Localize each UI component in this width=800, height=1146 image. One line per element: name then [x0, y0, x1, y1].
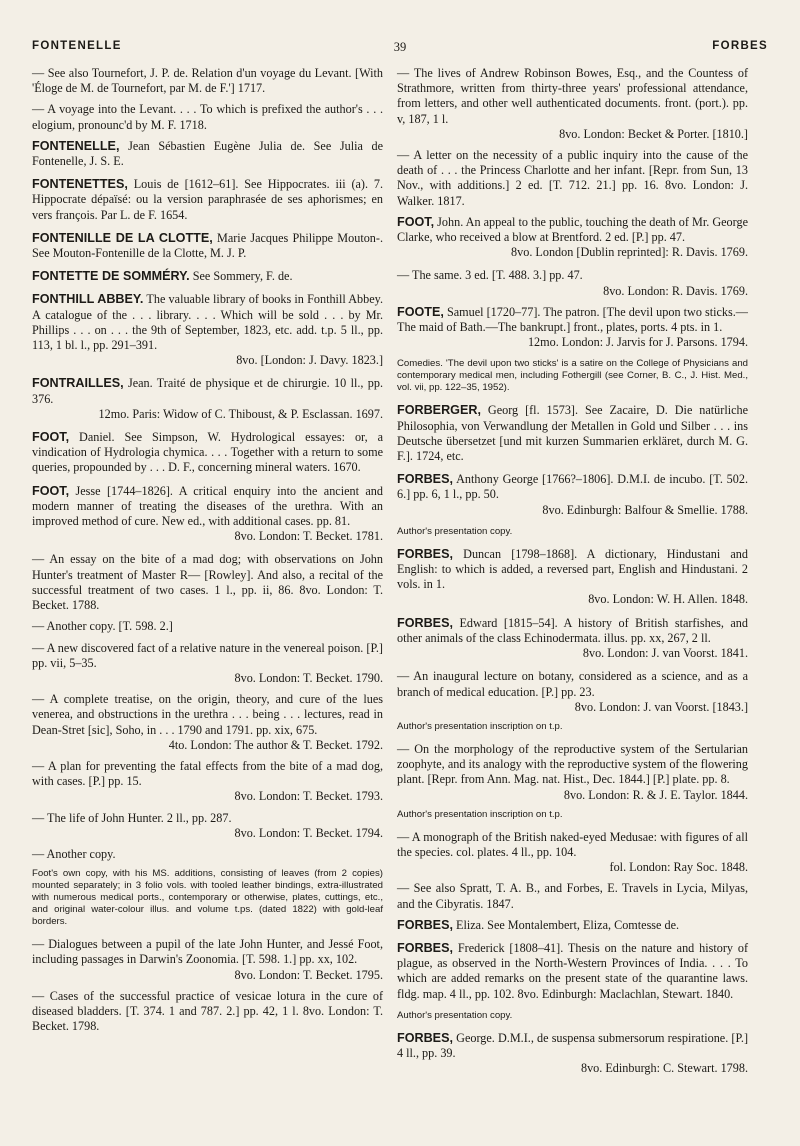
entry-note: Foot's own copy, with his MS. additions, consisting of leaves (from 2 copies) mounted separately; in 3 folio vols. with tooled leather bindings, extra-illustrated with numerous medical ports., contemporary or otherwise, plates, cuttings, etc., and original water-colour illus. and volume t.ps. (dated 1822) with gold-leaf borders.: [32, 868, 383, 928]
entry-note: Author's presentation inscription on t.p.: [397, 808, 563, 820]
entry-imprint: 8vo. London: T. Becket. 1795.: [234, 967, 383, 982]
entry-text: — A voyage into the Levant. . . . To which is prefixed the author's . . . elogium, pronounc'd by M. F. 1718.: [32, 102, 383, 132]
entry-text: Frederick [1808–41]. Thesis on the nature and history of plague, as observed in the North-Western Provinces of India. . . . To which are added remarks on the present state of the quarantine laws. fldg. map. 4 ll., pp. 102. 8vo. Edinburgh: Maclachlan, Stewart. 1840.: [397, 940, 749, 1001]
entry-imprint: fol. London: Ray Soc. 1848.: [609, 860, 748, 875]
entry-text: — The same. 3 ed. [T. 488. 3.] pp. 47.: [397, 268, 583, 283]
catalogue-entry: [32, 292, 383, 368]
entry-imprint: 8vo. London [Dublin reprinted]: R. Davis. 1769.: [511, 245, 748, 260]
catalogue-entry: [32, 231, 383, 261]
catalogue-entry: [32, 66, 383, 96]
catalogue-entry: [397, 941, 748, 1002]
catalogue-entry: [397, 148, 748, 209]
catalogue-entry: [32, 759, 383, 805]
catalogue-entry: [32, 811, 383, 841]
entry-note: Author's presentation inscription on t.p.: [397, 720, 563, 732]
catalogue-entry: [397, 1031, 748, 1077]
entry-heading: FORBES,: [397, 546, 453, 561]
header-right-word: FORBES: [712, 40, 768, 52]
entry-text: — An inaugural lecture on botany, considered as a science, and as a branch of medical education. [P.] pp. 23.: [397, 669, 748, 699]
entry-text: See Sommery, F. de.: [192, 269, 293, 284]
catalogue-entry: [397, 918, 748, 933]
entry-text: George. D.M.I., de suspensa submersorum respiratione. [P.] 4 ll., pp. 39.: [397, 1030, 748, 1060]
catalogue-entry: [397, 616, 748, 662]
entry-text: — The lives of Andrew Robinson Bowes, Esq., and the Countess of Strathmore, written from thirty-three years' professional attendance, from letters, and other well authenticated documents. front. (port.). pp. v, 187, 1 l.: [397, 66, 748, 126]
catalogue-entry: [397, 66, 748, 142]
header-left-word: FONTENELLE: [32, 40, 122, 52]
entry-text: — Another copy.: [32, 846, 116, 861]
entry-imprint: 8vo. London: R. Davis. 1769.: [603, 283, 748, 298]
entry-heading: FORBES,: [397, 472, 453, 487]
entry-imprint: 8vo. London: T. Becket. 1790.: [234, 670, 383, 685]
entry-text: Marie Jacques Philippe Mouton-. See Mouton-Fontenille de la Clotte, M. J. P.: [32, 230, 383, 261]
entry-imprint: 8vo. London: Becket & Porter. [1810.]: [559, 126, 748, 141]
entry-imprint: 4to. London: The author & T. Becket. 1792.: [168, 737, 383, 752]
catalogue-entry: [397, 403, 748, 464]
entry-text: — A new discovered fact of a relative nature in the venereal poison. [P.] pp. vii, 5–35.: [32, 640, 383, 670]
catalogue-entry: [32, 102, 383, 132]
page-number: 39: [393, 40, 407, 54]
entry-heading: FONTETTE DE SOMMÉRY.: [32, 269, 190, 284]
entry-text: — A monograph of the British naked-eyed Medusae: with figures of all the species. col. plates. 4 ll., pp. 104.: [397, 829, 748, 859]
entry-imprint: 8vo. London: W. H. Allen. 1848.: [588, 592, 748, 607]
catalogue-entry: [32, 139, 383, 169]
entry-text: — Another copy. [T. 598. 2.]: [32, 619, 173, 634]
entry-text: — An essay on the bite of a mad dog; with observations on John Hunter's treatment of Master R— [Rowley]. And also, a recital of the successful treatment of two cases. 1 l., pp. ii, 86. 8vo. London: T. Becket. 1788.: [32, 552, 383, 613]
entry-text: Eliza. See Montalembert, Eliza, Comtesse de.: [456, 917, 680, 932]
entry-text: John. An appeal to the public, touching the death of Mr. George Clarke, who received a blow at Brentford. 2 ed. [P.] pp. 47.: [397, 214, 748, 245]
entry-heading: FONTRAILLES,: [32, 376, 124, 391]
entry-note: Author's presentation copy.: [397, 525, 513, 537]
catalogue-entry: [32, 552, 383, 613]
entry-text: The valuable library of books in Fonthill Abbey. A catalogue of the . . . library. . . . Which will be sold . . . by Mr. Phillips . . . on . . . the 9th of September, 1823, etc. add. t.p. 5 ll., pp. 113, 1 bl. l., pp. 291–391.: [32, 292, 383, 353]
catalogue-entry: [397, 669, 748, 715]
entry-text: Edward [1815–54]. A history of British starfishes, and other animals of the class Echinodermata. illus. pp. xx, 267, 2 ll.: [397, 615, 748, 645]
catalogue-entry: [32, 430, 383, 476]
catalogue-entry: [32, 619, 383, 634]
entry-text: Daniel. See Simpson, W. Hydrological essayes: or, a vindication of Hydrologia chymica. . . . Together with a return to some queries, propounded by . . . D. F., concerning mineral waters. 1670.: [32, 430, 383, 475]
entry-imprint: 8vo. London: T. Becket. 1794.: [234, 825, 383, 840]
catalogue-entry: [397, 830, 748, 876]
running-header: [32, 40, 768, 58]
entry-text: — The life of John Hunter. 2 ll., pp. 287.: [32, 810, 232, 825]
entry-heading: FORBES,: [397, 917, 453, 932]
catalogue-entry: [397, 881, 748, 911]
entry-imprint: 8vo. London: R. & J. E. Taylor. 1844.: [563, 787, 748, 802]
entry-heading: FONTHILL ABBEY.: [32, 292, 144, 307]
entry-imprint: 8vo. London: J. van Voorst. [1843.]: [574, 699, 748, 714]
entry-text: — A letter on the necessity of a public inquiry into the cause of the death of . . . the Princess Charlotte and her infant. [Repr. from Sun, 13 Nov., with additions.] 2 ed. [T. 712. 21.] pp. 16. 8vo. London: J. Walker. 1817.: [397, 148, 748, 208]
entry-text: Duncan [1798–1868]. A dictionary, Hindustani and English: to which is added, a reversed part, English and Hindustani. 2 vols. in 1.: [397, 546, 748, 592]
entry-text: Anthony George [1766?–1806]. D.M.I. de incubo. [T. 502. 6.] pp. 6, 1 l., pp. 50.: [397, 472, 749, 502]
catalogue-entry: [397, 742, 748, 803]
catalogue-entry: [32, 376, 383, 422]
entry-text: Jean. Traité de physique et de chirurgie. 10 ll., pp. 376.: [32, 376, 383, 406]
entry-text: Jean Sébastien Eugène Julia de. See Julia de Fontenelle, J. S. E.: [32, 138, 383, 169]
entry-note: Author's presentation copy.: [397, 1009, 513, 1021]
entry-text: Jesse [1744–1826]. A critical enquiry into the ancient and modern manner of treating the diseases of the urethra. With an improved method of cure. New ed., with additional cases. pp. 81.: [32, 483, 383, 529]
entry-heading: FONTENETTES,: [32, 177, 128, 192]
entry-heading: FORBES,: [397, 1030, 453, 1045]
entry-imprint: 8vo. London: T. Becket. 1781.: [234, 529, 383, 544]
catalogue-entry: [32, 484, 383, 545]
entry-text: — See also Spratt, T. A. B., and Forbes, E. Travels in Lycia, Milyas, and the Cibyratis. 1847.: [397, 881, 748, 911]
catalogue-entry: [32, 847, 383, 862]
entry-text: Georg [fl. 1573]. See Zacaire, D. Die natürliche Philosophia, von Verwandlung der Metallen in Gold und Silber . . . ins Deutsche übersetzet [und mit kurzen Summarien erkläret, durch M. G. F.]. 1724, etc.: [397, 403, 749, 464]
entry-imprint: 8vo. London: T. Becket. 1793.: [234, 789, 383, 804]
entry-heading: FOOT,: [32, 430, 70, 445]
entry-heading: FOOT,: [32, 483, 70, 498]
entry-heading: FORBES,: [397, 940, 453, 955]
entry-text: — A complete treatise, on the origin, theory, and cure of the lues venerea, and obstructions in the urethra . . . being . . . lectures, read in Dean-Stret [sic], Soho, in . . . 1790 and 1791. pp. xix, 675.: [32, 692, 383, 737]
catalogue-entry: [397, 268, 748, 298]
catalogue-entry: [32, 937, 383, 983]
left-column: [32, 66, 383, 1040]
catalogue-entry: [397, 215, 748, 261]
entry-imprint: 8vo. London: J. van Voorst. 1841.: [582, 646, 748, 661]
entry-heading: FONTENILLE DE LA CLOTTE,: [32, 230, 213, 245]
entry-text: — On the morphology of the reproductive system of the Sertularian zoophyte, and its analogy with the reproductive system of the flowering plant. [Repr. from Ann. Mag. nat. Hist., Dec. 1844.] [P.] plate. pp. 8.: [397, 741, 748, 787]
catalogue-entry: [32, 989, 383, 1035]
entry-note: Comedies. 'The devil upon two sticks' is a satire on the College of Physicians and contemporary medical men, including Fothergill (see Corner, B. C., J. Hist. Med., vol. vii, pp. 122–35, 1952).: [397, 358, 748, 394]
entry-text: Louis de [1612–61]. See Hippocrates. iii (a). 7. Hippocrate dépaïsé: ou la version paraphrasée de ses aphorismes; en vers françois. Par L. de F. 1654.: [32, 177, 383, 222]
entry-imprint: 12mo. London: J. Jarvis for J. Parsons. 1794.: [527, 335, 748, 350]
catalogue-entry: [397, 472, 748, 518]
entry-heading: FORBES,: [397, 615, 453, 630]
entry-imprint: 8vo. Edinburgh: Balfour & Smellie. 1788.: [542, 502, 748, 517]
catalogue-entry: [32, 177, 383, 223]
entry-text: — Cases of the successful practice of vesicae lotura in the cure of diseased bladders. [T. 374. 1 and 787. 2.] pp. 42, 1 l. 8vo. London: T. Becket. 1798.: [32, 988, 383, 1034]
entry-heading: FORBERGER,: [397, 403, 481, 418]
catalogue-entry: [397, 547, 748, 608]
entry-imprint: 8vo. Edinburgh: C. Stewart. 1798.: [580, 1061, 748, 1076]
entry-imprint: 8vo. [London: J. Davy. 1823.]: [236, 353, 383, 368]
entry-text: — See also Tournefort, J. P. de. Relation d'un voyage du Levant. [With 'Éloge de M. de Tournefort, par M. de F.'] 1717.: [32, 66, 383, 96]
entry-text: — A plan for preventing the fatal effects from the bite of a mad dog, with cases. [P.] pp. 15.: [32, 758, 383, 789]
entry-heading: FOOT,: [397, 214, 435, 229]
entry-heading: FONTENELLE,: [32, 138, 120, 153]
catalogue-entry: [32, 692, 383, 753]
entry-text: — Dialogues between a pupil of the late John Hunter, and Jessé Foot, including passages in Darwin's Zoonomia. [T. 598. 1.] pp. xx, 102.: [32, 937, 383, 967]
right-column: [397, 66, 748, 1084]
entry-imprint: 12mo. Paris: Widow of C. Thiboust, & P. Esclassan. 1697.: [98, 406, 383, 421]
entry-text: Samuel [1720–77]. The patron. [The devil upon two sticks.—The maid of Bath.—The bankrupt.] front., plates, ports. 4 pts. in 1.: [397, 304, 748, 335]
catalogue-entry: [32, 269, 383, 284]
catalogue-entry: [397, 305, 748, 351]
entry-heading: FOOTE,: [397, 304, 444, 319]
catalogue-entry: [32, 641, 383, 687]
